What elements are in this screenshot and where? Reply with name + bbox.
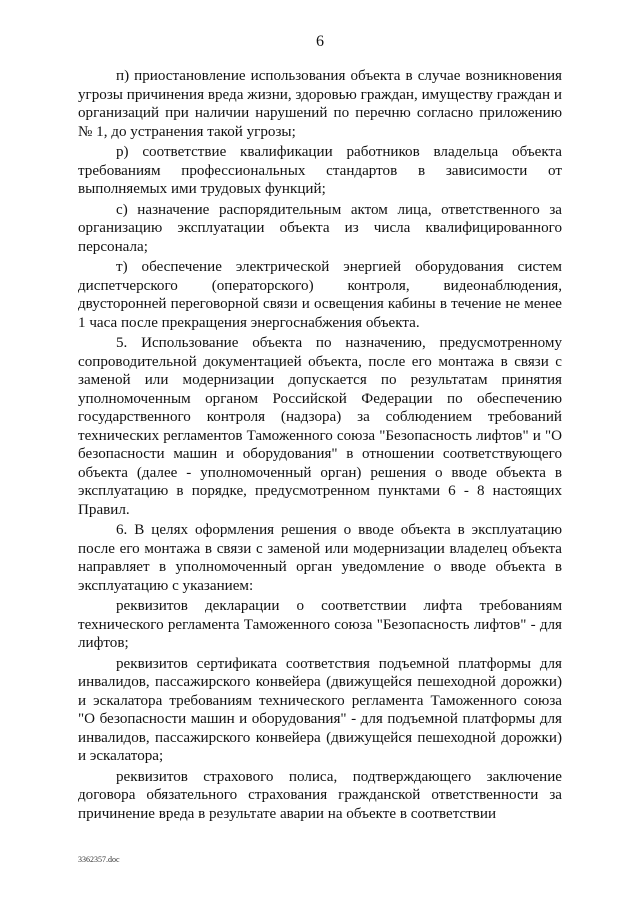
paragraph-insurance-details: реквизитов страхового полиса, подтверждающего заключение договора обязательного страхования гражданской ответственности за причинение вреда в результате аварии на объекте в соответствии	[78, 768, 562, 822]
paragraph-item-s: с) назначение распорядительным актом лица, ответственного за организацию эксплуатации объекта из числа квалифицированного персонала;	[78, 201, 562, 255]
paragraph-item-t: т) обеспечение электрической энергией оборудования систем диспетчерского (операторского) контроля, видеонаблюдения, двусторонней переговорной связи и освещения кабины в течение не менее 1 часа после прекращения энергоснабжения объекта.	[78, 259, 562, 331]
document-body	[78, 67, 562, 825]
paragraph-declaration-details: реквизитов декларации о соответствии лифта требованиям технического регламента Таможенного союза "Безопасность лифтов" - для лифтов;	[78, 598, 562, 651]
footer-filename: 3362357.doc	[78, 855, 120, 864]
paragraph-clause-5: 5. Использование объекта по назначению, предусмотренному сопроводительной документацией объекта, после его монтажа в связи с заменой или модернизации допускается по результатам принятия уполномоченным органом Российской Федерации по обеспечению государственного контроля (надзора) за соблюдением требований технических регламентов Таможенного союза "Безопасность лифтов" и "О безопасности машин и оборудования" в отношении соответствующего объекта (далее - уполномоченный орган) решения о вводе объекта в эксплуатацию в порядке, предусмотренном пунктами 6 - 8 настоящих Правил.	[78, 335, 562, 518]
paragraph-certificate-details: реквизитов сертификата соответствия подъемной платформы для инвалидов, пассажирского конвейера (движущейся пешеходной дорожки) и эскалатора требованиям технического регламента Таможенного союза "О безопасности машин и оборудования" - для подъемной платформы для инвалидов, пассажирского конвейера (движущейся пешеходной дорожки) и эскалатора;	[78, 655, 562, 764]
paragraph-item-r: р) соответствие квалификации работников владельца объекта требованиям профессиональных стандартов в зависимости от выполняемых ими трудовых функций;	[78, 144, 562, 197]
page-number: 6	[316, 33, 324, 50]
paragraph-clause-6: 6. В целях оформления решения о вводе объекта в эксплуатацию после его монтажа в связи с заменой или модернизации владелец объекта направляет в уполномоченный орган уведомление о вводе объекта в эксплуатацию с указанием:	[78, 522, 562, 594]
paragraph-item-p: п) приостановление использования объекта в случае возникновения угрозы причинения вреда жизни, здоровью граждан, имуществу граждан и организаций при наличии нарушений по перечню согласно приложению № 1, до устранения такой угрозы;	[78, 68, 562, 140]
